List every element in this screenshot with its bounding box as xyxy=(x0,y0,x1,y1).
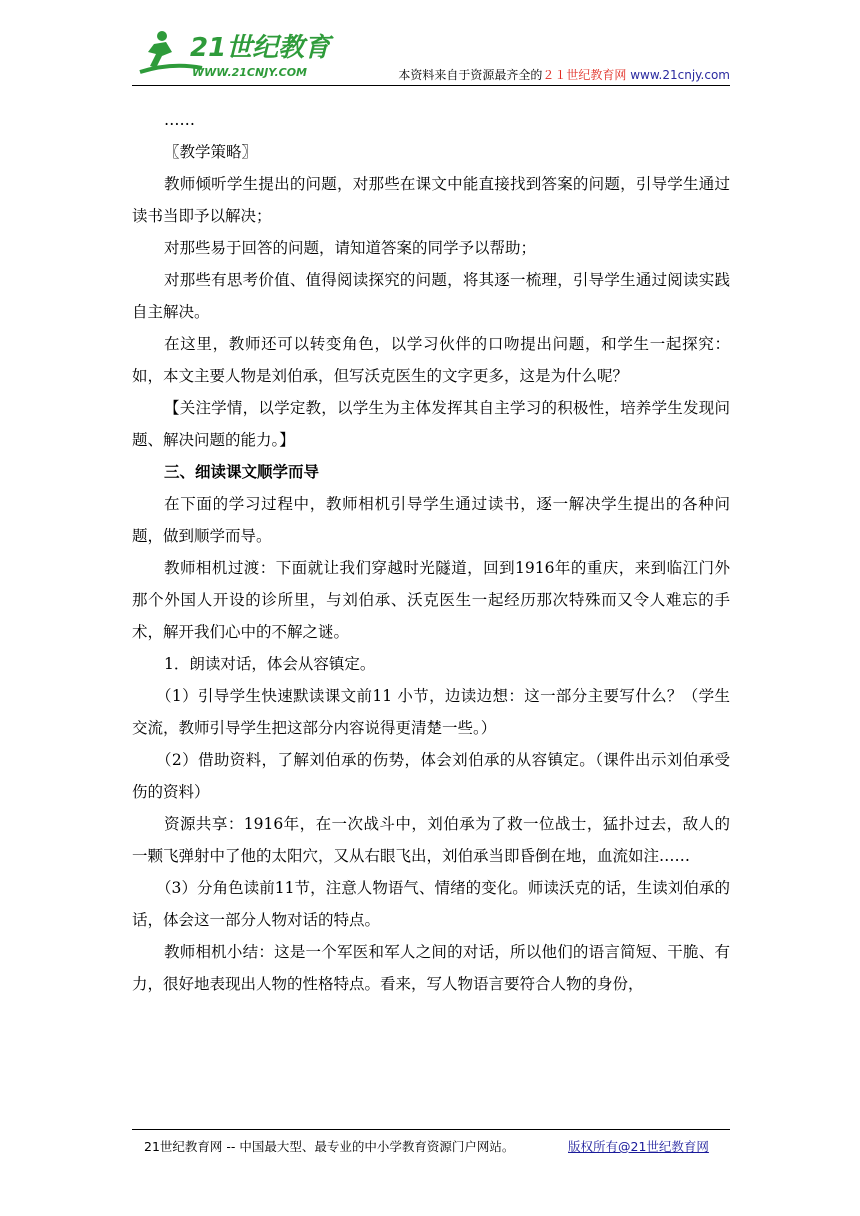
paragraph: 在下面的学习过程中，教师相机引导学生通过读书，逐一解决学生提出的各种问题，做到顺学而导。 xyxy=(132,495,730,545)
site-logo xyxy=(132,22,342,84)
paragraph: 教师相机小结：这是一个军医和军人之间的对话，所以他们的语言简短、干脆、有力，很好地表现出人物的性格特点。看来，写人物语言要符合人物的身份， xyxy=(132,943,730,993)
paragraph-note: 【关注学情，以学定教，以学生为主体发挥其自主学习的积极性，培养学生发现问题、解决问题的能力。】 xyxy=(132,399,730,449)
header-divider xyxy=(132,85,730,86)
paragraph: 在这里，教师还可以转变角色，以学习伙伴的口吻提出问题，和学生一起探究：如，本文主要人物是刘伯承，但写沃克医生的文字更多，这是为什么呢？ xyxy=(132,335,730,385)
site-name: ２１世纪教育网 xyxy=(542,68,627,82)
page-footer xyxy=(144,1137,709,1155)
list-item: （2）借助资料，了解刘伯承的伤势，体会刘伯承的从容镇定。（课件出示刘伯承受伤的资料） xyxy=(132,751,730,801)
section-heading-close-reading: 三、细读课文顺学而导 xyxy=(164,462,320,481)
section-heading-strategy: 〖教学策略〗 xyxy=(164,143,258,161)
footer-divider xyxy=(132,1129,730,1130)
paragraph: 对那些易于回答的问题，请知道答案的同学予以帮助； xyxy=(164,239,537,257)
logo-text: 21世纪教育 xyxy=(190,33,331,63)
header-text: 本资料来自于资源最齐全的２１世纪教育网 www.21cnjy.com xyxy=(398,68,730,82)
paragraph: 对那些有思考价值、值得阅读探究的问题，将其逐一梳理，引导学生通过阅读实践自主解决。 xyxy=(132,271,730,321)
logo-url: WWW.21CNJY.COM xyxy=(192,66,307,79)
ellipsis: …… xyxy=(164,111,195,129)
paragraph-resource: 资源共享：1916年，在一次战斗中，刘伯承为了救一位战士，猛扑过去，敌人的一颗飞弹射中了他的太阳穴，又从右眼飞出，刘伯承当即昏倒在地，血流如注…… xyxy=(132,815,730,865)
list-item: （3）分角色读前11节，注意人物语气、情绪的变化。师读沃克的话，生读刘伯承的话，体会这一部分人物对话的特点。 xyxy=(132,879,730,929)
paragraph: 教师相机过渡：下面就让我们穿越时光隧道，回到1916年的重庆，来到临江门外那个外国人开设的诊所里，与刘伯承、沃克医生一起经历那次特殊而又令人难忘的手术，解开我们心中的不解之谜。 xyxy=(132,559,730,641)
page-header xyxy=(132,22,730,86)
copyright-link[interactable]: 版权所有@21世纪教育网 xyxy=(568,1139,709,1154)
list-item-heading: 1．朗读对话，体会从容镇定。 xyxy=(164,655,376,673)
paragraph: 教师倾听学生提出的问题，对那些在课文中能直接找到答案的问题，引导学生通过读书当即予以解决； xyxy=(132,175,730,225)
list-item: （1）引导学生快速默读课文前11 小节，边读边想：这一部分主要写什么？（学生交流，教师引导学生把这部分内容说得更清楚一些。） xyxy=(132,687,730,737)
footer-tagline: 21世纪教育网 -- 中国最大型、最专业的中小学教育资源门户网站。 xyxy=(144,1139,515,1154)
site-url-link[interactable]: www.21cnjy.com xyxy=(630,68,730,82)
document-body xyxy=(132,104,730,1000)
